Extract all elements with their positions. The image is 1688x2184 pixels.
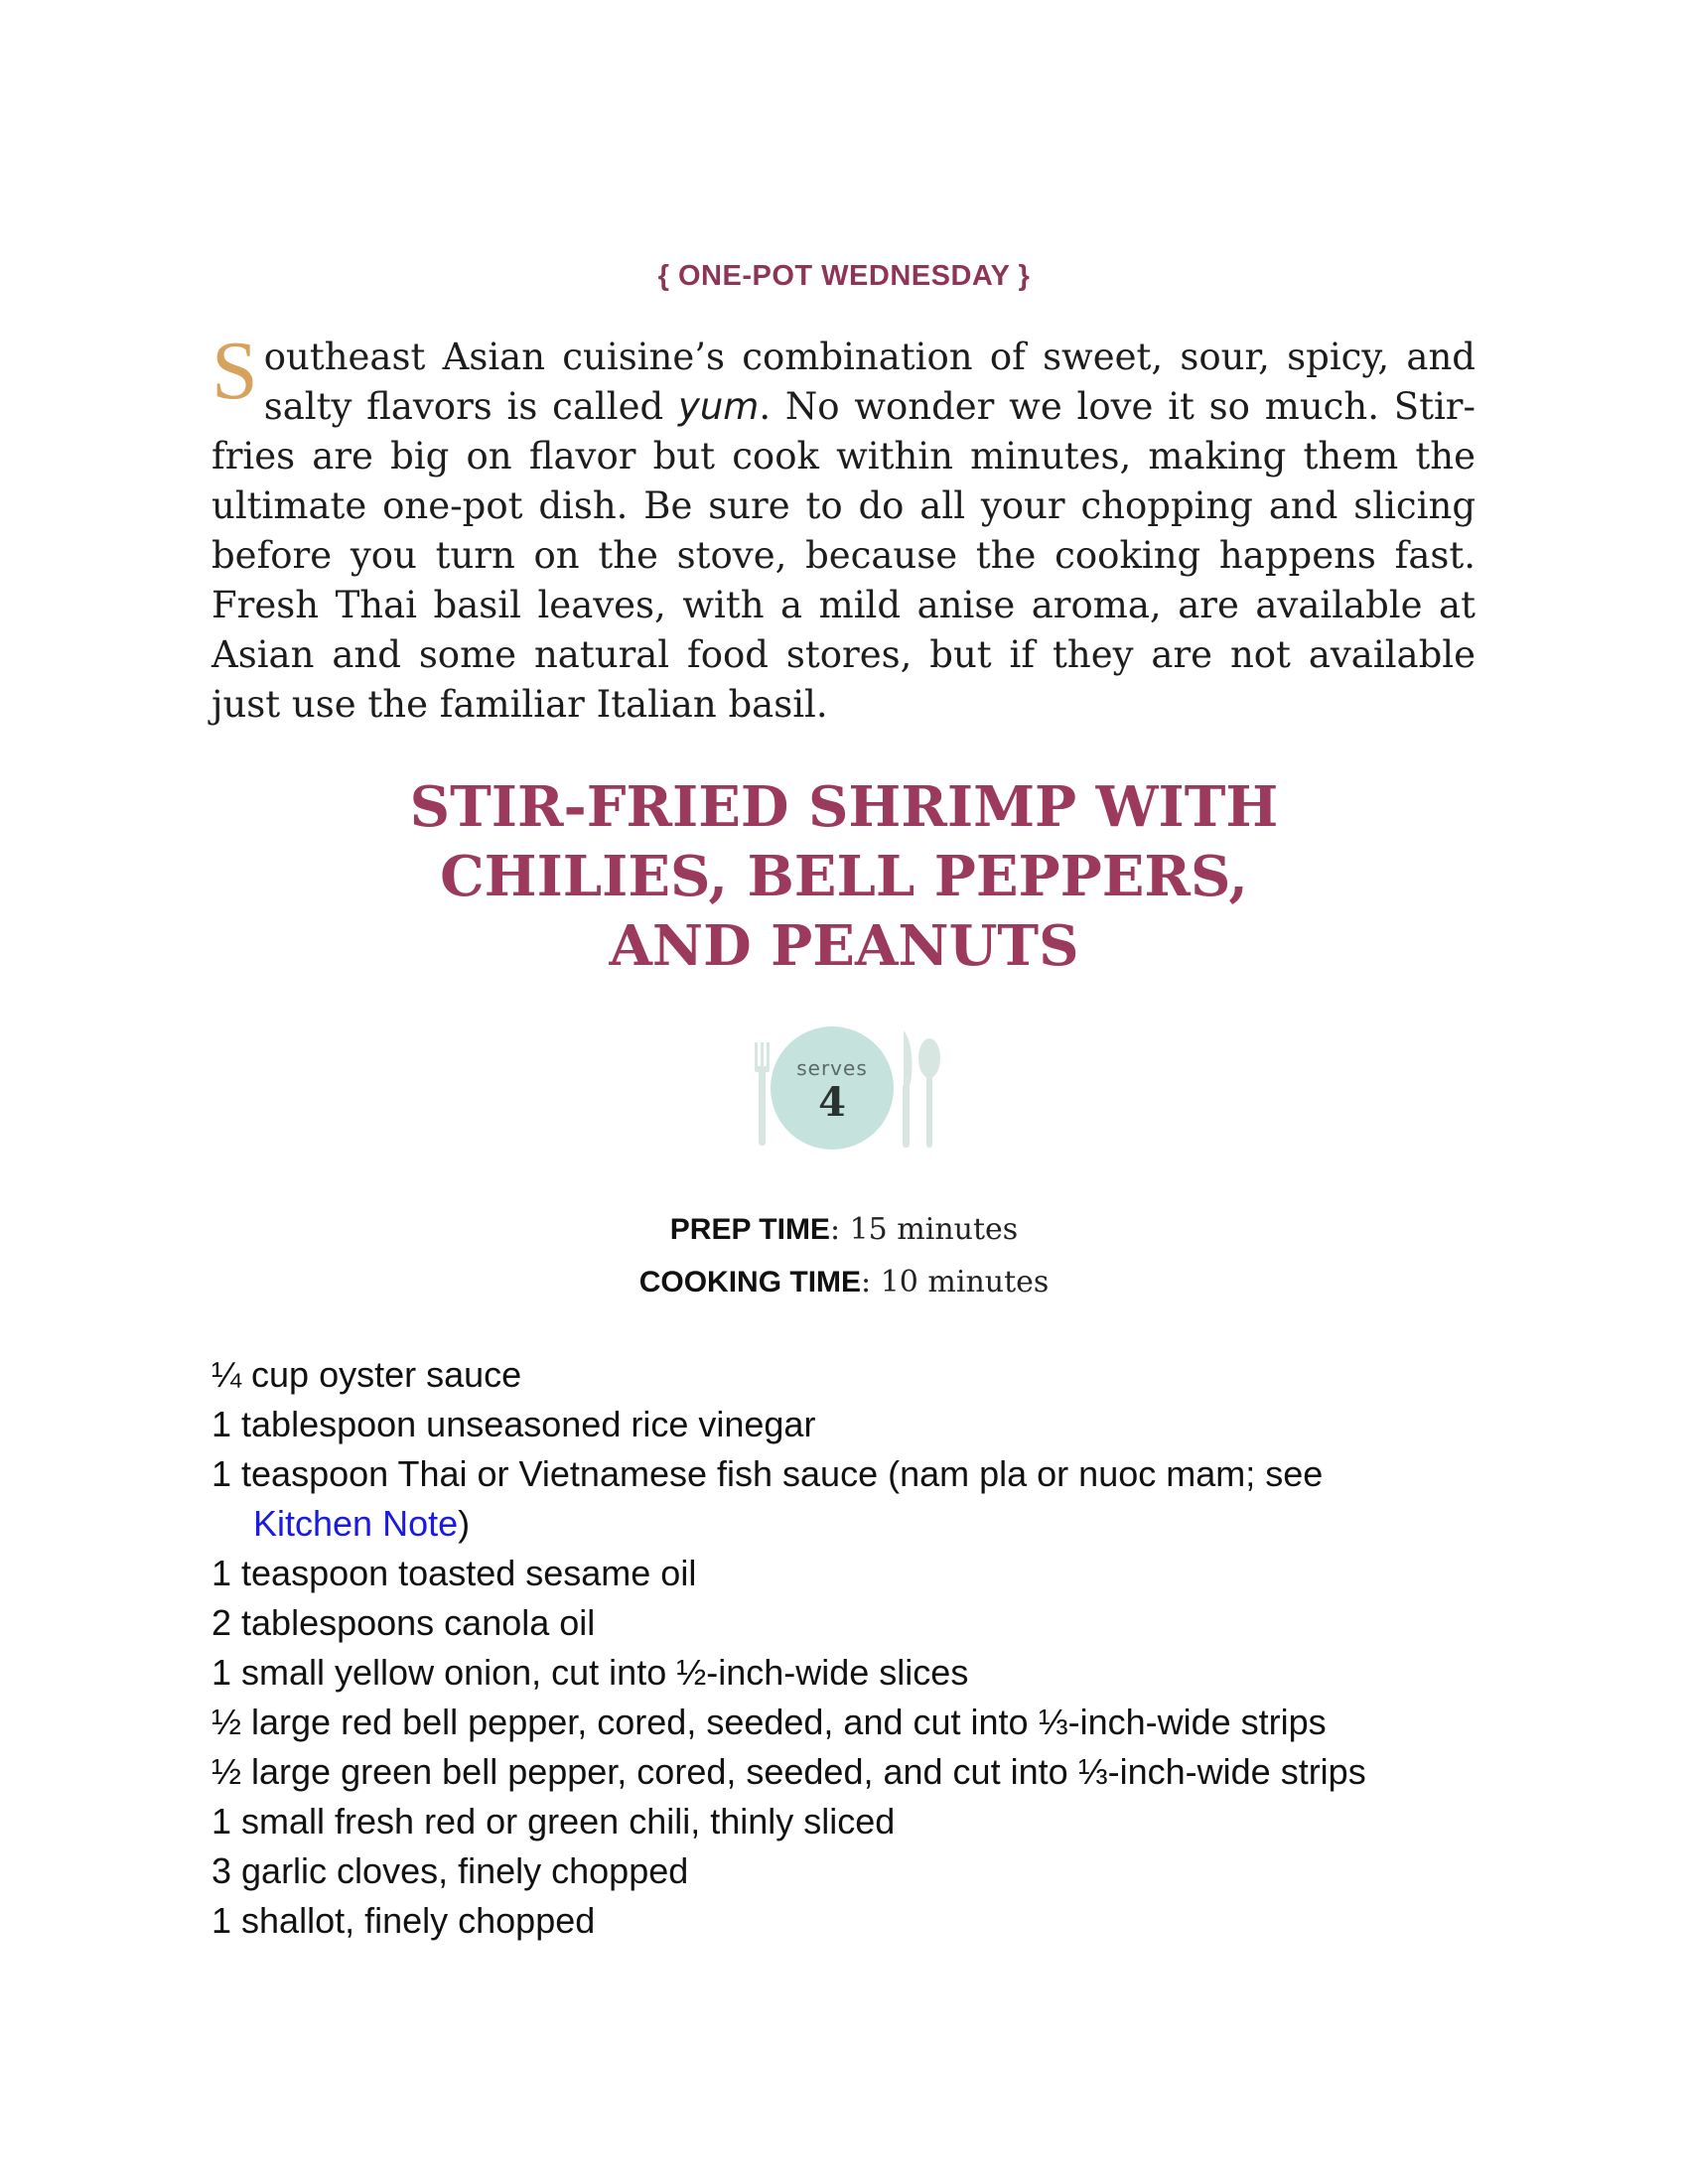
time-info <box>0 1203 1688 1308</box>
ingredient-list <box>211 1350 1502 1946</box>
ingredient-item: 1 teaspoon toasted sesame oil <box>211 1553 697 1593</box>
ingredient-item: 3 garlic cloves, finely chopped <box>211 1850 689 1891</box>
title-line: CHILIES, BELL PEPPERS, <box>440 844 1248 909</box>
ingredient-text: ) <box>458 1503 471 1544</box>
serves-count: 4 <box>818 1079 846 1126</box>
ingredient-item: 1 tablespoon unseasoned rice vinegar <box>211 1404 816 1444</box>
ingredient-item: 1 small yellow onion, cut into ½-inch-wide slices <box>211 1652 969 1693</box>
cooking-time-value: : 10 minutes <box>861 1265 1050 1299</box>
ingredient-text: 1 teaspoon Thai or Vietnamese fish sauce (nam pla or nuoc mam; see <box>211 1453 1324 1494</box>
ingredient-item: 2 tablespoons canola oil <box>211 1602 596 1643</box>
spoon-icon <box>918 1038 940 1148</box>
serves-badge <box>745 1023 943 1152</box>
kitchen-note-link[interactable]: Kitchen Note <box>253 1503 459 1544</box>
ingredient-item: 1 small fresh red or green chili, thinly sliced <box>211 1801 896 1842</box>
prep-time <box>0 1203 1688 1256</box>
ingredient-item: ¼ cup oyster sauce <box>211 1354 522 1395</box>
drop-cap: S <box>211 325 258 417</box>
ingredient-item: ½ large red bell pepper, cored, seeded, and cut into ⅓-inch-wide strips <box>211 1702 1327 1742</box>
intro-text-1: outheast Asian cuisine’s combination of sweet, sour, spicy, and salty flavors is called <box>263 336 1476 428</box>
intro-paragraph <box>211 325 1476 730</box>
intro-emphasis: yum <box>677 385 760 428</box>
prep-time-label: PREP TIME <box>669 1213 830 1246</box>
fork-icon <box>755 1042 770 1146</box>
ingredient-item: ½ large green bell pepper, cored, seeded, and cut into ⅓-inch-wide strips <box>211 1751 1366 1792</box>
recipe-title <box>0 772 1688 981</box>
title-line: AND PEANUTS <box>609 913 1079 979</box>
intro-text-2: . No wonder we love it so much. Stir-fries are big on flavor but cook within minutes, making them the ultimate one-pot dish. Be sure to do all your chopping and slicing before you turn on the stove, because the cooking happens fast. Fresh Thai basil leaves, with a mild anise aroma, are available at Asian and some natural food stores, but if they are not available just use the familiar Italian basil. <box>211 385 1476 726</box>
cooking-time <box>0 1256 1688 1308</box>
cooking-time-label: COOKING TIME <box>638 1266 862 1298</box>
serves-label: serves <box>796 1056 868 1080</box>
section-label: { ONE-POT WEDNESDAY } <box>657 260 1031 292</box>
ingredient-item: 1 shallot, finely chopped <box>211 1900 596 1941</box>
prep-time-value: : 15 minutes <box>829 1212 1019 1247</box>
ingredient-item <box>211 1449 1502 1549</box>
title-line: STIR-FRIED SHRIMP WITH <box>409 774 1279 840</box>
knife-icon <box>903 1030 912 1148</box>
